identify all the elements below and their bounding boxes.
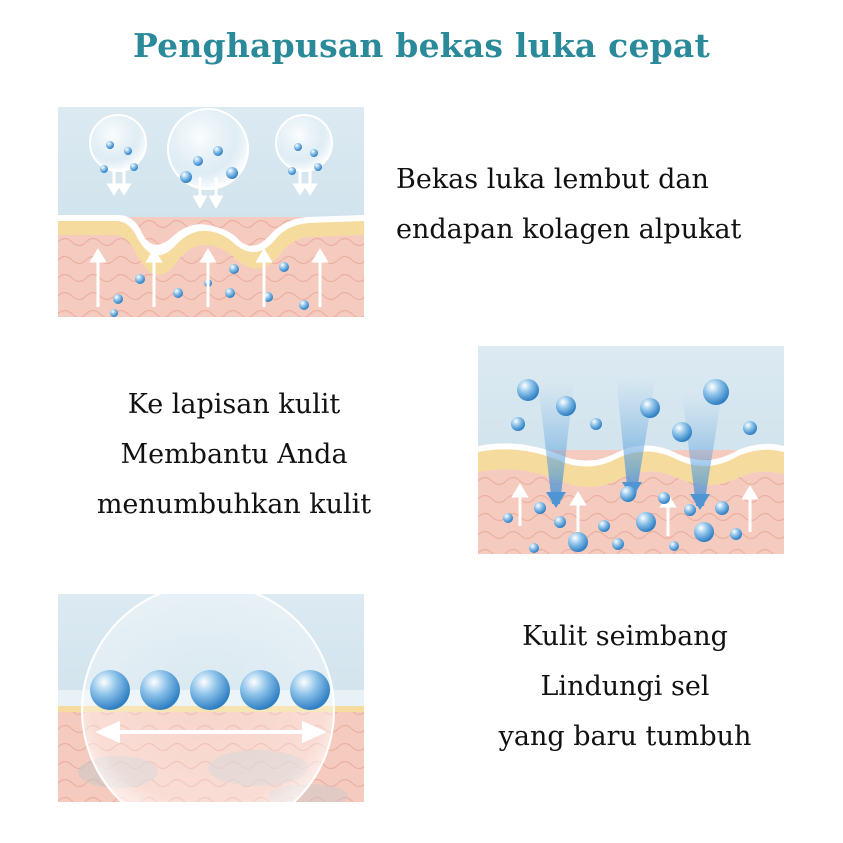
caption-skin-protection	[460, 612, 790, 762]
caption-line: Ke lapisan kulit	[127, 389, 341, 420]
caption-line: Membantu Anda	[120, 438, 348, 470]
caption-skin-penetration	[74, 380, 394, 530]
caption-line: Bekas luka lembut dan	[396, 164, 709, 195]
caption-line: menumbuhkan kulit	[96, 488, 372, 520]
scar-softening-diagram	[58, 107, 364, 317]
skin-protection-diagram	[58, 594, 364, 802]
caption-line: endapan kolagen alpukat	[396, 213, 742, 245]
caption-line: Lindungi sel	[540, 670, 710, 702]
skin-penetration-diagram	[478, 346, 784, 554]
caption-line: yang baru tumbuh	[498, 720, 752, 752]
caption-scar-softening	[396, 155, 741, 255]
caption-line: Kulit seimbang	[522, 621, 728, 652]
page-title: Penghapusan bekas luka cepat	[133, 26, 710, 65]
